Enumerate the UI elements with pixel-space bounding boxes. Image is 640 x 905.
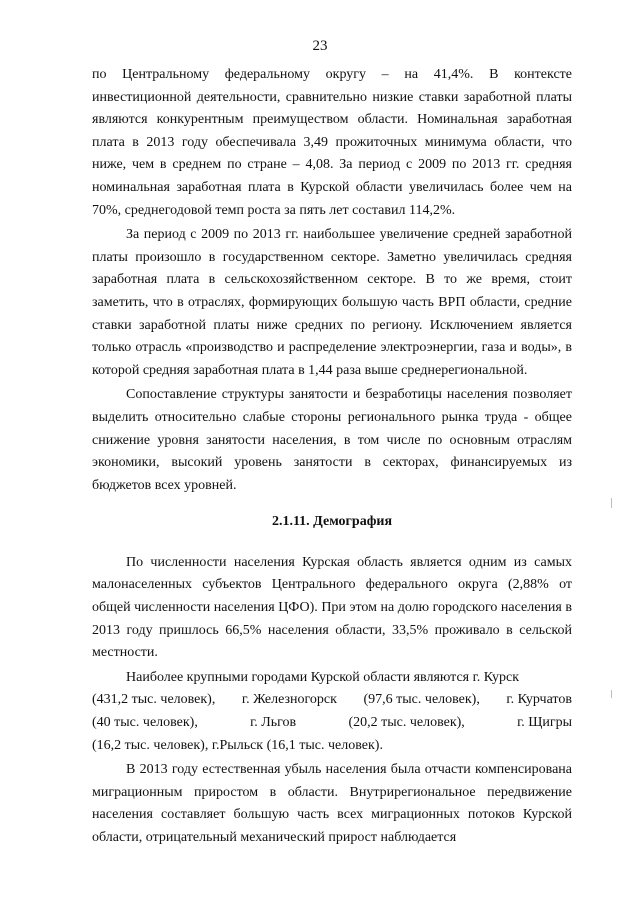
page-number: 23 xyxy=(312,38,328,54)
cities-line-2-cell: (97,6 тыс. человек), xyxy=(363,692,480,708)
cities-line-3-cell: г. Льгов xyxy=(250,715,297,731)
paragraph-employment-structure: Сопоставление структуры занятости и безработицы населения позволяет выделить относительно слабые стороны регионального рынка труда - общее снижение уровня занятости населения, в том числе по основным отраслям экономики, высокий уровень занятости в секторах, финансируемых из бюджетов всех уровней. xyxy=(92,387,572,493)
cities-line-3-cell: (40 тыс. человек), xyxy=(92,715,198,731)
cities-line-3 xyxy=(92,712,572,735)
paragraph-wages-sectors: За период с 2009 по 2013 гг. наибольшее увеличение средней заработной платы произошло в государственном секторе. Заметно увеличилась средняя заработная плата в сельскохозяйственном секторе. В то же время, стоит заметить, что в отраслях, формирующих большую часть ВРП области, средние ставки заработной платы ниже средних по региону. Исключением является только отрасль «производство и распределение электроэнергии, газа и воды», в которой средняя заработная плата в 1,44 раза выше среднерегиональной. xyxy=(92,227,572,378)
cities-line-2 xyxy=(92,689,572,712)
scan-edge-mark xyxy=(611,690,612,698)
document-body xyxy=(92,64,572,850)
scan-edge-mark xyxy=(611,498,612,508)
cities-line-3-cell: (20,2 тыс. человек), xyxy=(348,715,465,731)
cities-line-2-cell: (431,2 тыс. человек), xyxy=(92,692,216,708)
section-heading-demography: 2.1.11. Демография xyxy=(271,514,393,530)
paragraph-population: По численности населения Курская область является одним из самых малонаселенных субъектов Центрального федерального округа (2,88% от общей численности населения ЦФО). При этом на долю городского населения в 2013 году пришлось 66,5% населения области, 33,5% проживало в сельской местности. xyxy=(92,554,572,661)
paragraph-wages-overview: по Центральному федеральному округу – на 41,4%. В контексте инвестиционной деятельности, сравнительно низкие ставки заработной платы являются конкурентным преимуществом области. Номинальная заработная плата в 2013 году обеспечивала 3,49 прожиточных минимума области, что ниже, чем в среднем по стране – 4,08. За период с 2009 по 2013 гг. средняя номинальная заработная плата в Курской области увеличилась более чем на 70%, среднегодовой темп роста за пять лет составил 114,2%. xyxy=(92,67,572,218)
cities-line-1: Наиболее крупными городами Курской области являются г. Курск xyxy=(126,669,520,685)
cities-line-4: (16,2 тыс. человек), г.Рыльск (16,1 тыс. человек). xyxy=(92,737,383,753)
cities-line-2-cell: г. Железногорск xyxy=(241,692,337,708)
paragraph-migration: В 2013 году естественная убыль населения была отчасти компенсирована миграционным приростом в области. Внутрирегиональное передвижение населения составляет большую часть всех миграционных потоков Курской области, отрицательный механический прирост наблюдается xyxy=(92,762,572,845)
cities-line-2-cell: г. Курчатов xyxy=(506,692,572,708)
paragraph-largest-cities xyxy=(92,667,572,757)
cities-line-3-cell: г. Щигры xyxy=(517,715,572,731)
